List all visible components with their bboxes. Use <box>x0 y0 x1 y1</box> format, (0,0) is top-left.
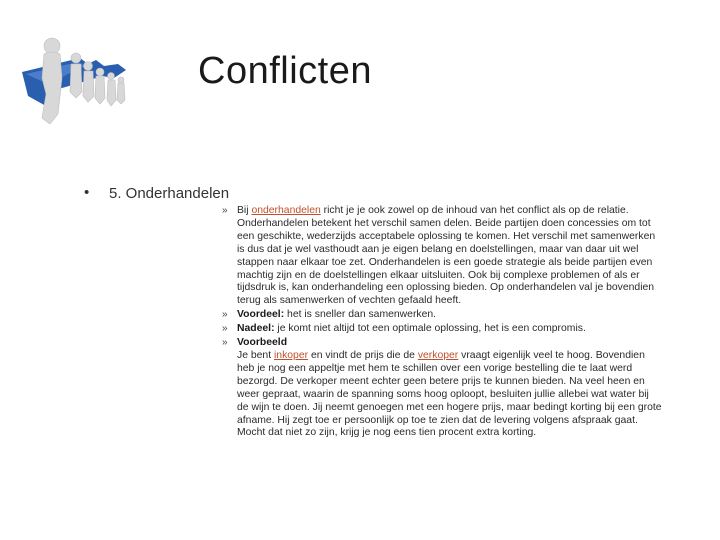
item-text: het is sneller dan samenwerken. <box>284 309 437 321</box>
arrow-bullet-icon: » <box>222 309 228 321</box>
item-label: Voordeel: <box>237 309 285 321</box>
item-text: Je bent <box>237 349 274 361</box>
arrow-bullet-icon: » <box>222 323 228 335</box>
list-item <box>222 337 662 440</box>
item-text: vraagt eigenlijk veel te hoog. Bovendien heb je nog een appeltje met hem te schillen over een vorige bestelling die te laat werd bezorgd. De verkoper meent echter geen betere prijs te kunnen bieden. Na veel heen en weer gepraat, waarin de spanning soms hoog oploopt, besluiten jullie allebei wat water bij de wijn te doen. Jij neemt genoegen met een hogere prijs, maar bedingt korting bij een grote afname. Hij zegt toe er persoonlijk op toe te zien dat de levering volgens afspraak gaat. Mocht dat niet zo zijn, krijg je nog eens tien procent extra korting. <box>237 349 662 439</box>
item-paragraph <box>237 323 662 336</box>
link-inkoper[interactable]: inkoper <box>273 349 309 361</box>
item-paragraph <box>237 205 662 308</box>
item-label: Voorbeeld <box>237 337 288 349</box>
list-item <box>222 205 662 308</box>
item-text: je komt niet altijd tot een optimale oplossing, het is een compromis. <box>274 323 586 335</box>
section-bullet: • <box>84 184 90 201</box>
item-label: Nadeel: <box>237 323 275 335</box>
arrow-bullet-icon: » <box>222 205 228 216</box>
item-text: en vindt de prijs die de <box>308 349 418 361</box>
item-paragraph <box>237 309 662 322</box>
section-heading: 5. Onderhandelen <box>109 185 230 202</box>
content-list <box>222 205 662 441</box>
list-item <box>222 309 662 322</box>
puzzle-people-icon <box>18 34 136 130</box>
logo-graphic <box>18 34 136 130</box>
link-verkoper[interactable]: verkoper <box>417 349 459 361</box>
item-paragraph <box>237 337 662 440</box>
link-onderhandelen[interactable]: onderhandelen <box>251 205 321 216</box>
list-item <box>222 323 662 336</box>
item-text: Bij <box>237 205 252 216</box>
slide-title: Conflicten <box>198 50 372 92</box>
figures-group <box>42 38 125 124</box>
item-text: richt je je ook zowel op de inhoud van het conflict als op de relatie. Onderhandelen betekent het verschil samen delen. Beide partijen doen concessies om tot een geschikte, wederzijds acceptabele oplossing te komen. Het verschil met samenwerken is dus dat je wel vasthoudt aan je eigen belang en doelstellingen, maar van daar uit wel stappen naar elkaar toe zet. Onderhandelen is een goede strategie als beide partijen even machtig zijn en de doelstellingen elkaar uitsluiten. Ook bij complexe problemen of als er tijdsdruk is, kan onderhandeling een oplossing bieden. Op onderhandelen val je bovendien terug als samenwerken of vechten gefaald heeft. <box>237 205 656 307</box>
arrow-bullet-icon: » <box>222 337 228 349</box>
